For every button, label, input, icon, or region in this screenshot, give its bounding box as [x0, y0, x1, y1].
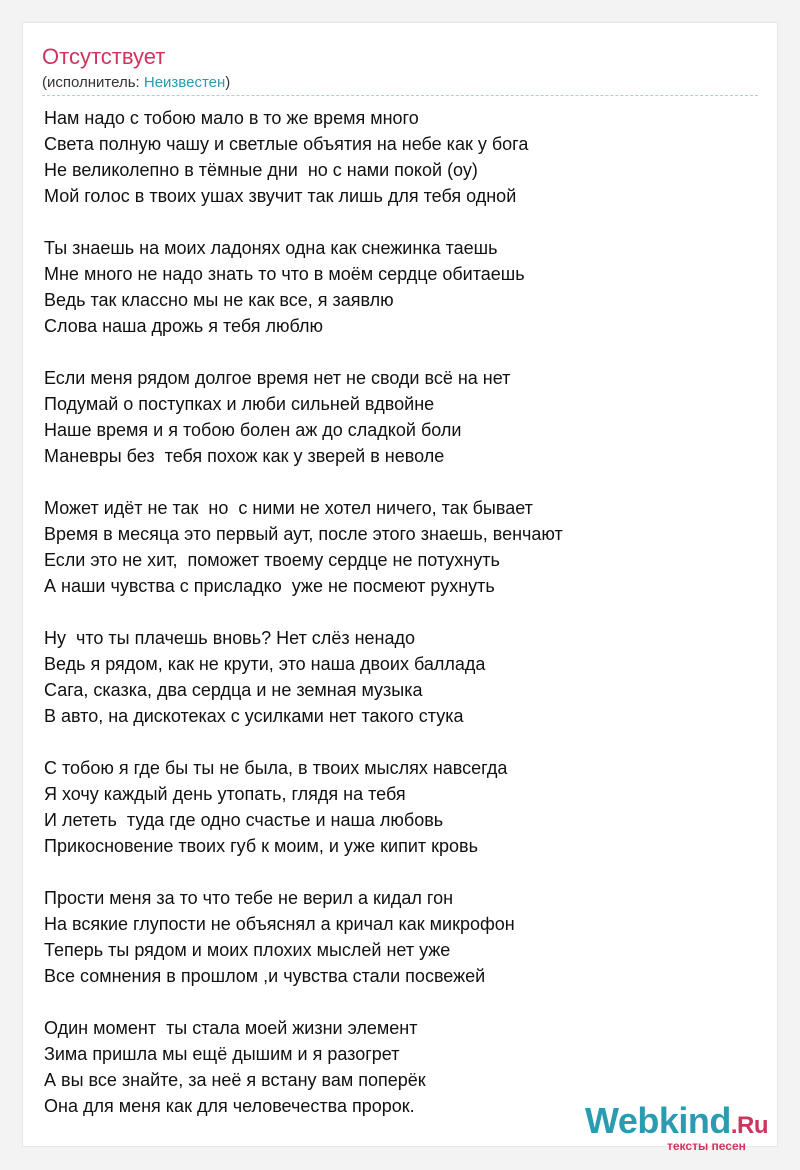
lyric-line: Наше время и я тобою болен аж до сладкой боли: [44, 420, 462, 440]
stanza-6: [44, 755, 760, 859]
stanza-2: [44, 235, 760, 339]
title-divider: [42, 95, 758, 96]
lyric-line: Зима пришла мы ещё дышим и я разогрет: [44, 1044, 400, 1064]
lyric-line: Мой голос в твоих ушах звучит так лишь для тебя одной: [44, 186, 517, 206]
lyric-line: Если это не хит, поможет твоему сердце не потухнуть: [44, 550, 500, 570]
lyric-line: Ведь так классно мы не как все, я заявлю: [44, 290, 394, 310]
stanza-1: [44, 105, 760, 209]
lyric-line: А вы все знайте, за неё я встану вам поперёк: [44, 1070, 426, 1090]
lyric-line: Мне много не надо знать то что в моём сердце обитаешь: [44, 264, 525, 284]
artist-prefix: (исполнитель:: [42, 74, 144, 91]
lyric-line: Маневры без тебя похож как у зверей в неволе: [44, 446, 445, 466]
stanza-4: [44, 495, 760, 599]
lyric-line: Ну что ты плачешь вновь? Нет слёз ненадо: [44, 628, 415, 648]
stanza-5: [44, 625, 760, 729]
lyric-line: Сага, сказка, два сердца и не земная музыка: [44, 680, 423, 700]
lyric-line: С тобою я где бы ты не была, в твоих мыслях навсегда: [44, 758, 508, 778]
logo-tagline: тексты песен: [667, 1139, 746, 1153]
stanza-3: [44, 365, 760, 469]
lyric-line: Может идёт не так но с ними не хотел ничего, так бывает: [44, 498, 533, 518]
lyric-line: Теперь ты рядом и моих плохих мыслей нет уже: [44, 940, 451, 960]
logo-suffix-text: .Ru: [730, 1112, 769, 1139]
lyric-line: И лететь туда где одно счастье и наша любовь: [44, 810, 444, 830]
lyric-line: Если меня рядом долгое время нет не своди всё на нет: [44, 368, 511, 388]
lyric-line: Прикосновение твоих губ к моим, и уже кипит кровь: [44, 836, 478, 856]
lyric-line: Прости меня за то что тебе не верил а кидал гон: [44, 888, 454, 908]
lyric-line: Ведь я рядом, как не крути, это наша двоих баллада: [44, 654, 486, 674]
lyric-line: Я хочу каждый день утопать, глядя на тебя: [44, 784, 406, 804]
lyric-line: Света полную чашу и светлые объятия на небе как у бога: [44, 134, 529, 154]
artist-line: [42, 72, 230, 94]
lyric-line: Нам надо с тобою мало в то же время много: [44, 108, 419, 128]
lyric-line: Подумай о поступках и люби сильней вдвойне: [44, 394, 435, 414]
song-title: Отсутствует: [42, 44, 166, 69]
lyric-line: А наши чувства с присладко уже не посмеют рухнуть: [44, 576, 495, 596]
lyric-line: Ты знаешь на моих ладонях одна как снежинка таешь: [44, 238, 498, 258]
lyric-line: Она для меня как для человечества пророк.: [44, 1096, 415, 1116]
artist-suffix: ): [225, 74, 231, 91]
lyrics-body: [44, 105, 760, 1145]
lyric-line: В авто, на дискотеках с усилками нет такого стука: [44, 706, 464, 726]
lyric-line: Не великолепно в тёмные дни но с нами покой (оу): [44, 160, 478, 180]
lyric-line: Один момент ты стала моей жизни элемент: [44, 1018, 418, 1038]
lyric-line: Все сомнения в прошлом ,и чувства стали посвежей: [44, 966, 486, 986]
lyrics-page: [22, 22, 778, 1153]
lyric-line: Слова наша дрожь я тебя люблю: [44, 316, 323, 336]
stanza-7: [44, 885, 760, 989]
logo-main-text: Webkind: [585, 1100, 731, 1141]
lyric-line: Время в месяца это первый аут, после этого знаешь, венчают: [44, 524, 563, 544]
artist-link[interactable]: Неизвестен: [143, 74, 226, 91]
site-logo[interactable]: [585, 1101, 785, 1151]
lyric-line: На всякие глупости не объяснял а кричал как микрофон: [44, 914, 515, 934]
